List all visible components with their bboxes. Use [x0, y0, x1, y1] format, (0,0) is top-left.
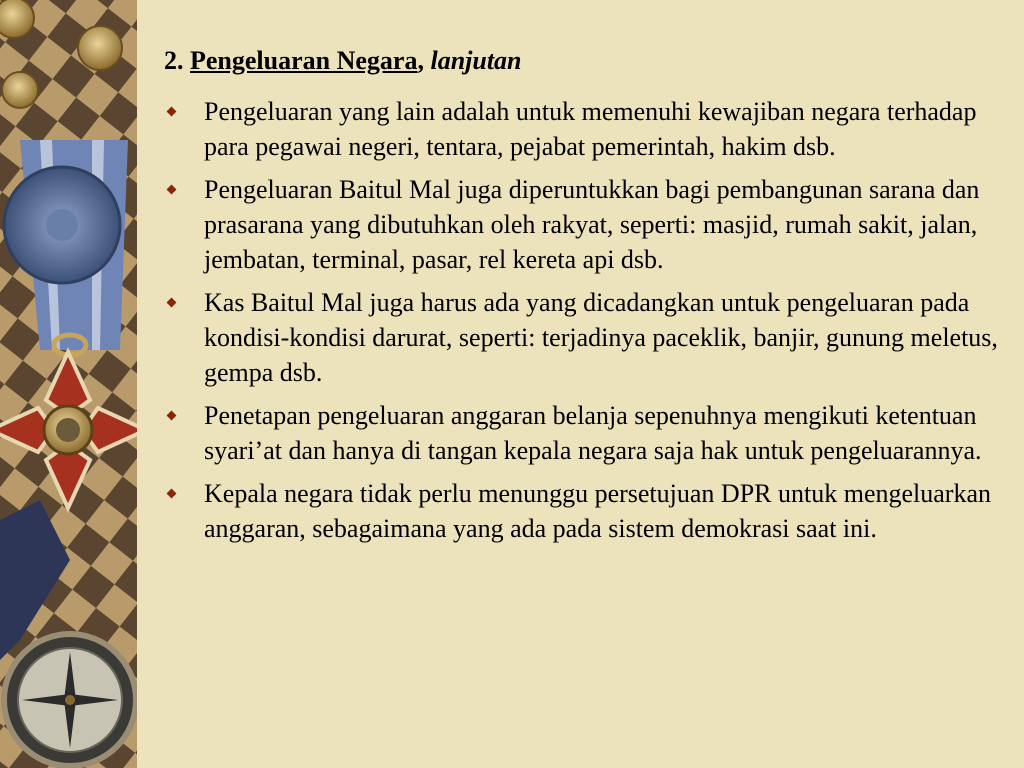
- bullet-text: Penetapan pengeluaran anggaran belanja sepenuhnya mengikuti ketentuan syari’at dan hanya di tangan kepala negara saja hak untuk pengeluarannya.: [204, 401, 982, 465]
- bullet-item: [164, 285, 1004, 390]
- bullet-text: Kas Baitul Mal juga harus ada yang dicadangkan untuk pengeluaran pada kondisi-kondisi darurat, seperti: terjadinya paceklik, banjir, gunung meletus, gempa dsb.: [204, 288, 998, 387]
- diamond-bullet-icon: [167, 185, 177, 195]
- title-comma: ,: [417, 46, 431, 75]
- diamond-bullet-icon: [167, 107, 177, 117]
- diamond-bullet-icon: [167, 298, 177, 308]
- diamond-bullet-icon: [167, 411, 177, 421]
- diamond-bullet-icon: [167, 489, 177, 499]
- bullet-list: [164, 94, 1004, 546]
- title-subtitle: lanjutan: [430, 46, 522, 75]
- bullet-item: [164, 398, 1004, 468]
- title-main: Pengeluaran Negara: [190, 46, 418, 75]
- bullet-text: Pengeluaran Baitul Mal juga diperuntukkan bagi pembangunan sarana dan prasarana yang dibutuhkan oleh rakyat, seperti: masjid, rumah sakit, jalan, jembatan, terminal, pasar, rel kereta api dsb.: [204, 175, 980, 274]
- bullet-item: [164, 476, 1004, 546]
- slide-title: [164, 44, 1004, 78]
- bullet-text: Pengeluaran yang lain adalah untuk memenuhi kewajiban negara terhadap para pegawai negeri, tentara, pejabat pemerintah, hakim dsb.: [204, 97, 977, 161]
- bullet-item: [164, 172, 1004, 277]
- title-number: 2.: [164, 46, 190, 75]
- slide-content: [164, 44, 1004, 554]
- bullet-text: Kepala negara tidak perlu menunggu persetujuan DPR untuk mengeluarkan anggaran, sebagaimana yang ada pada sistem demokrasi saat ini.: [204, 479, 991, 543]
- bullet-item: [164, 94, 1004, 164]
- sidebar-decorative-image: [0, 0, 137, 768]
